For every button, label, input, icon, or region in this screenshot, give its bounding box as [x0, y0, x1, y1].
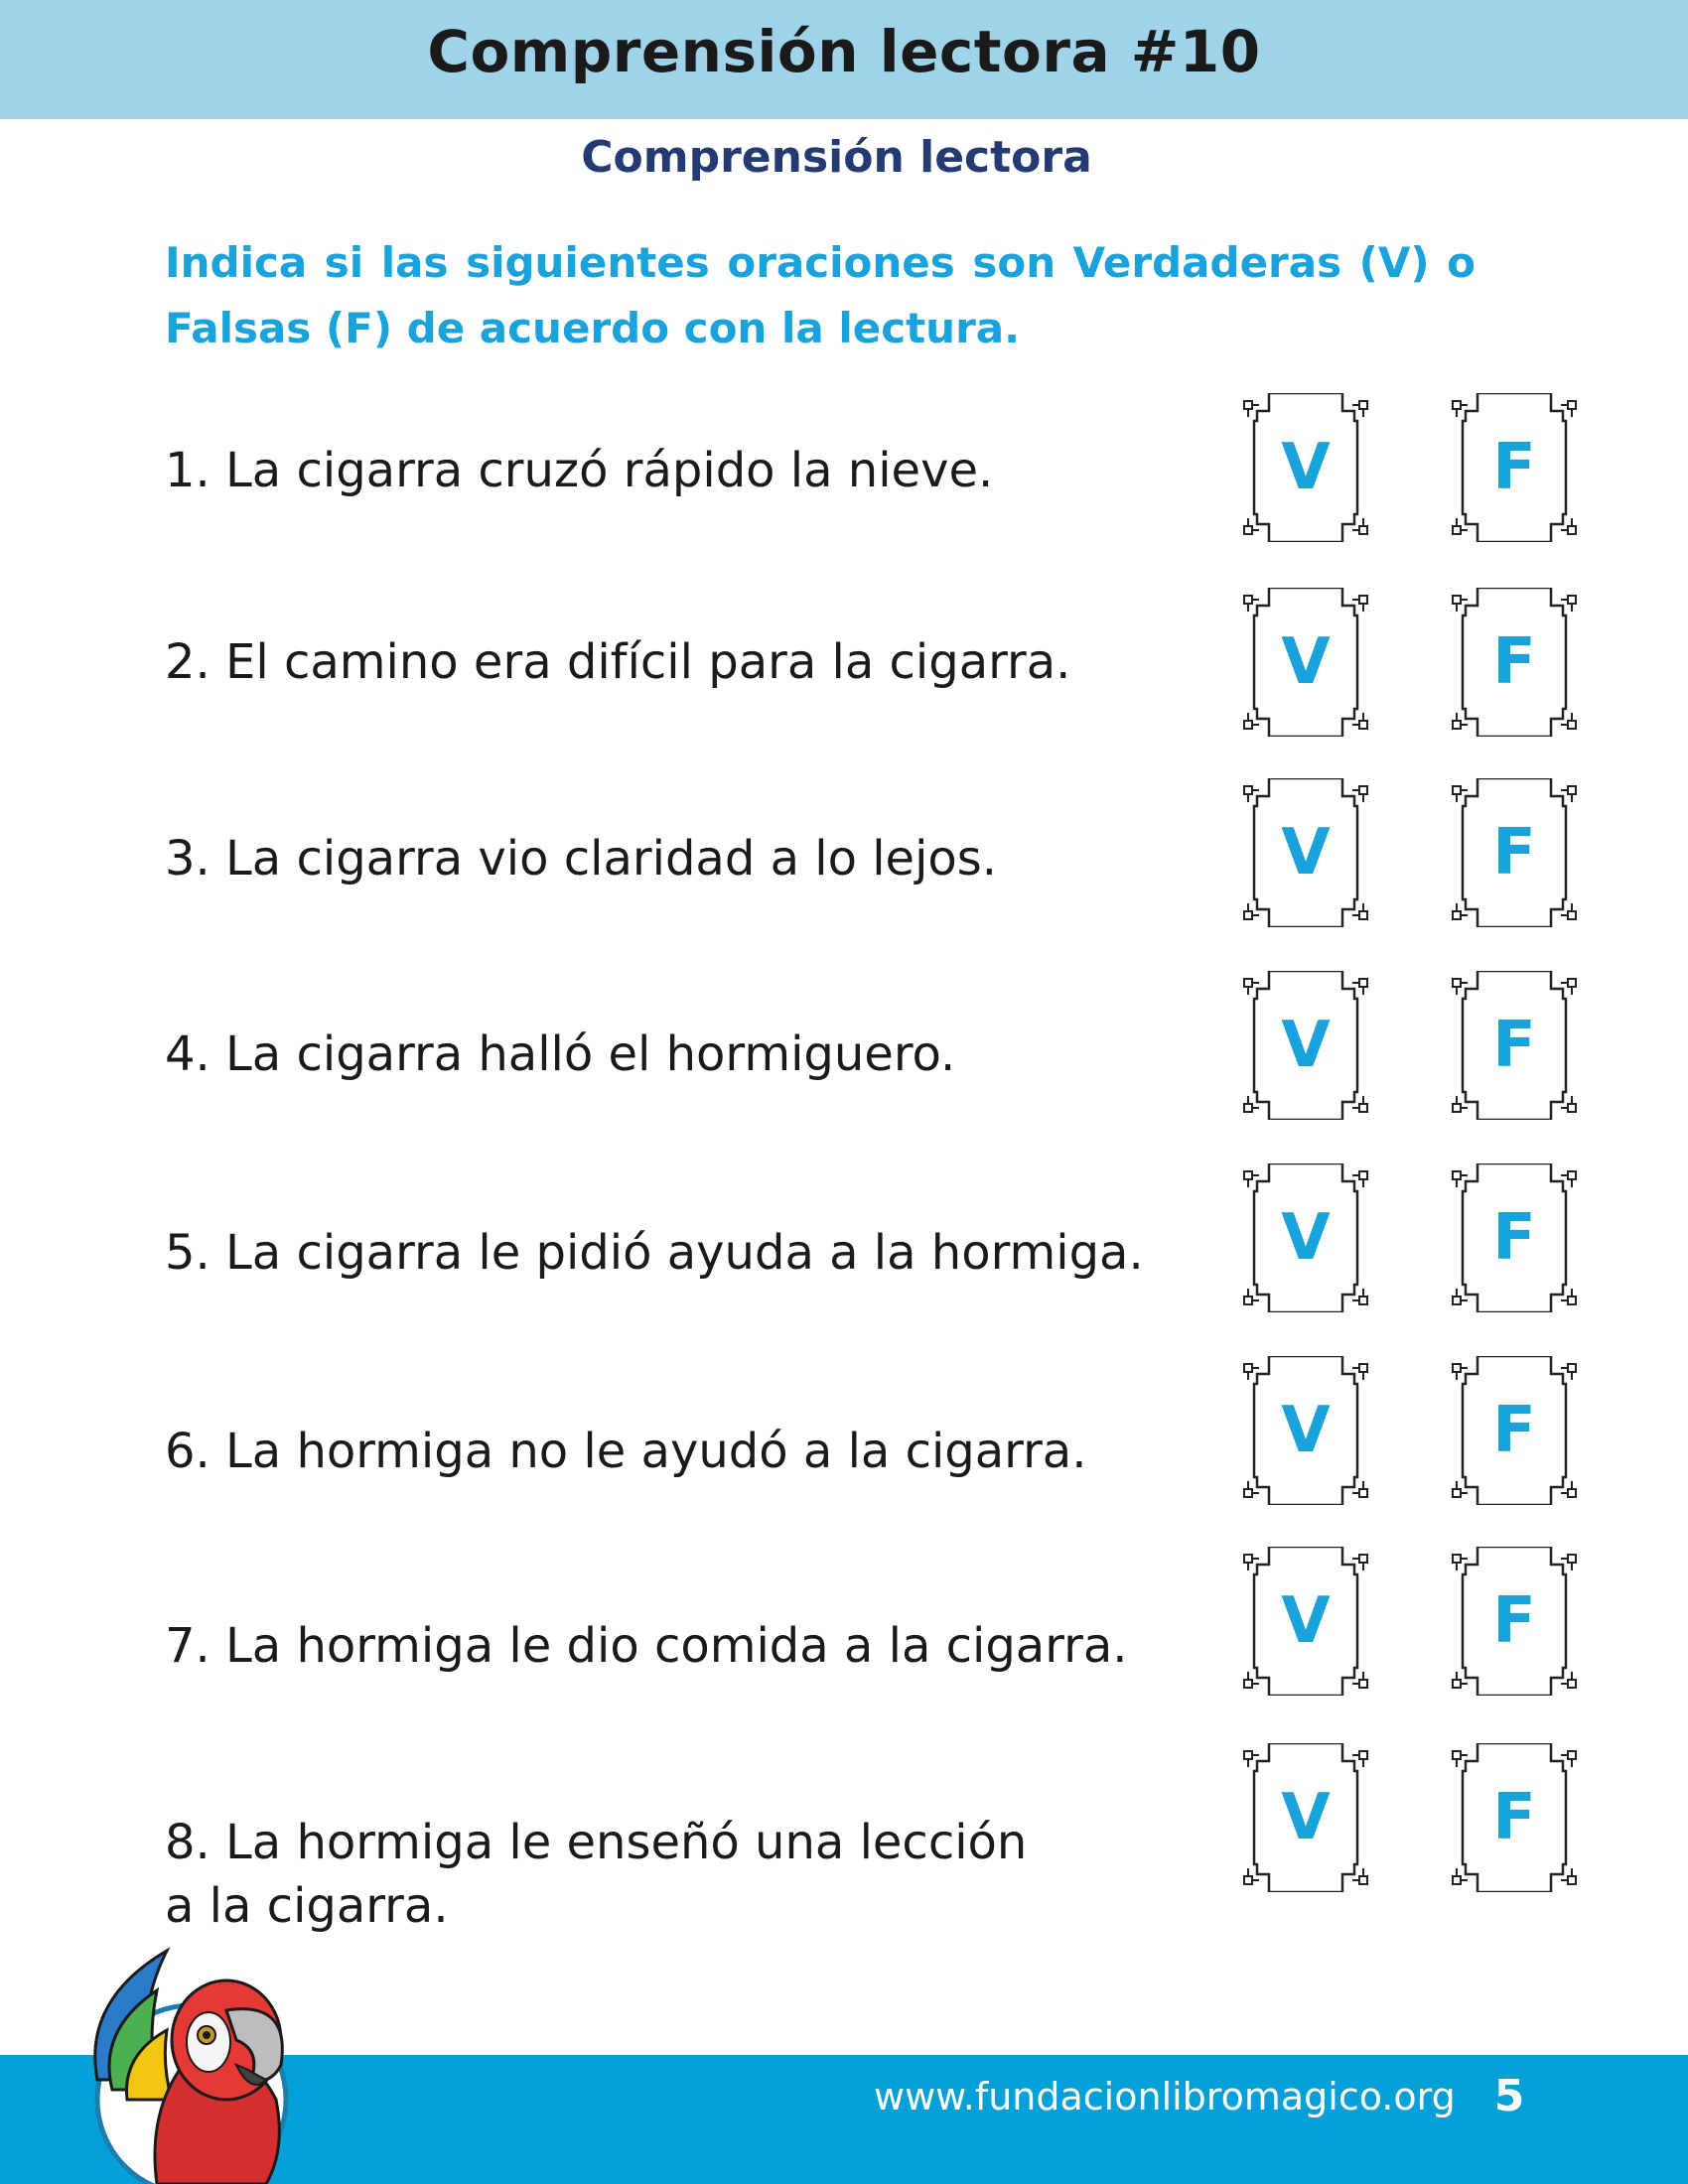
- subtitle: Comprensión lectora: [581, 132, 1092, 183]
- true-option-3[interactable]: [1231, 778, 1380, 927]
- true-label: V: [1281, 431, 1331, 504]
- false-option-2[interactable]: [1440, 588, 1589, 737]
- false-label: F: [1492, 1584, 1536, 1658]
- true-option-5[interactable]: [1231, 1163, 1380, 1312]
- true-option-1[interactable]: [1231, 393, 1380, 542]
- true-label: V: [1281, 816, 1331, 889]
- question-3: 3. La cigarra vio claridad a lo lejos.: [165, 831, 998, 887]
- true-label: V: [1281, 1584, 1331, 1658]
- false-option-4[interactable]: [1440, 971, 1589, 1120]
- false-option-7[interactable]: [1440, 1547, 1589, 1696]
- false-label: F: [1492, 1201, 1536, 1275]
- page-number: 5: [1493, 2071, 1525, 2121]
- false-option-5[interactable]: [1440, 1163, 1589, 1312]
- true-label: V: [1281, 1781, 1331, 1854]
- false-option-3[interactable]: [1440, 778, 1589, 927]
- instruction-text: Indica si las siguientes oraciones son Verdaderas (V) o Falsas (F) de acuerdo con la lectura.: [165, 238, 1476, 352]
- footer-url: www.fundacionlibromagico.org: [874, 2075, 1456, 2118]
- question-7: 7. La hormiga le dio comida a la cigarra.: [165, 1618, 1128, 1674]
- true-option-2[interactable]: [1231, 588, 1380, 737]
- parrot-mascot-icon: [77, 1931, 306, 2184]
- false-label: F: [1492, 1394, 1536, 1467]
- question-8: 8. La hormiga le enseñó una lección a la cigarra.: [165, 1815, 1028, 1934]
- question-2: 2. El camino era difícil para la cigarra.: [165, 634, 1071, 690]
- false-label: F: [1492, 625, 1536, 699]
- false-option-1[interactable]: [1440, 393, 1589, 542]
- true-option-4[interactable]: [1231, 971, 1380, 1120]
- false-option-6[interactable]: [1440, 1356, 1589, 1505]
- false-label: F: [1492, 431, 1536, 504]
- true-label: V: [1281, 1394, 1331, 1467]
- question-6: 6. La hormiga no le ayudó a la cigarra.: [165, 1424, 1087, 1479]
- false-option-8[interactable]: [1440, 1743, 1589, 1892]
- question-4: 4. La cigarra halló el hormiguero.: [165, 1026, 956, 1082]
- true-option-6[interactable]: [1231, 1356, 1380, 1505]
- false-label: F: [1492, 1781, 1536, 1854]
- question-1: 1. La cigarra cruzó rápido la nieve.: [165, 443, 994, 498]
- page-title: Comprensión lectora #10: [427, 18, 1261, 85]
- true-label: V: [1281, 1201, 1331, 1275]
- true-label: V: [1281, 625, 1331, 699]
- false-label: F: [1492, 1009, 1536, 1082]
- false-label: F: [1492, 816, 1536, 889]
- true-label: V: [1281, 1009, 1331, 1082]
- true-option-7[interactable]: [1231, 1547, 1380, 1696]
- true-option-8[interactable]: [1231, 1743, 1380, 1892]
- question-5: 5. La cigarra le pidió ayuda a la hormiga.: [165, 1225, 1144, 1281]
